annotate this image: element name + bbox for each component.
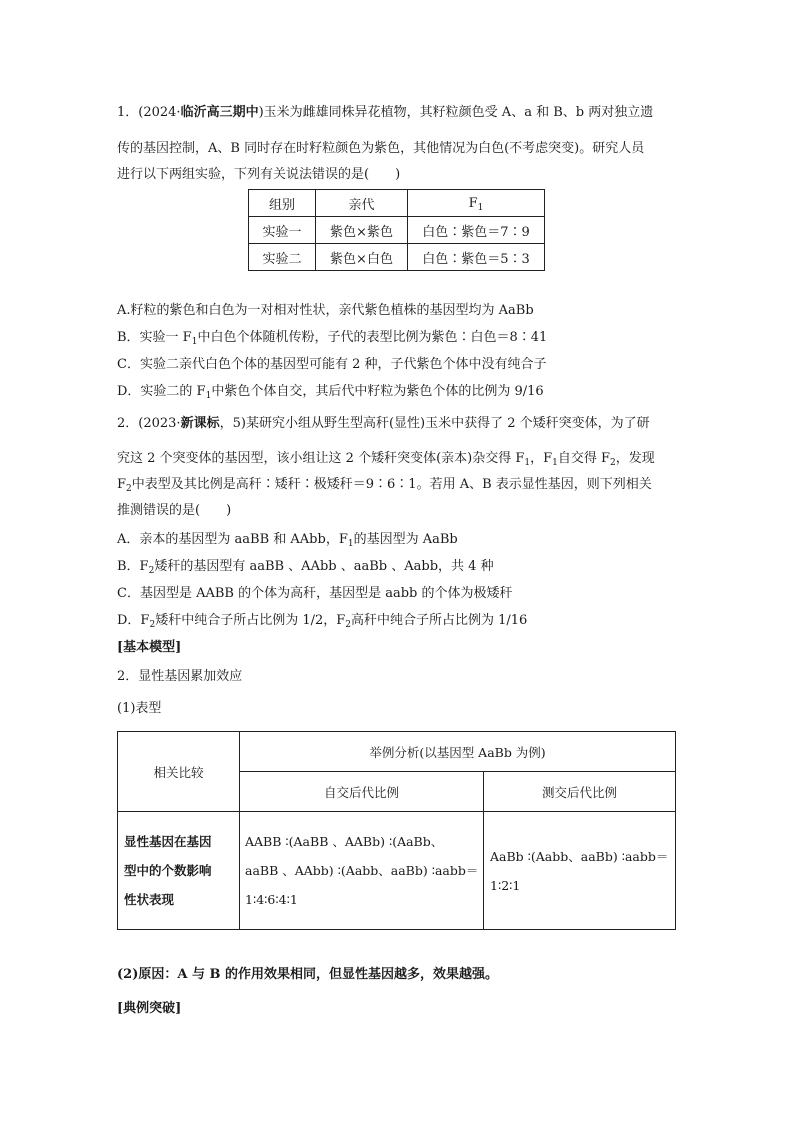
table-header-row (249, 190, 545, 217)
q2-option-d: D．$F_2$矮秆中纯合子所占比例为 1/2，$F_2$高秆中纯合子所占比例为 1/16 (117, 613, 528, 630)
question-number: 2． (117, 416, 139, 431)
table-row: 实验二 紫色×白色 白色∶紫色＝5∶3 (249, 244, 545, 271)
q1-experiment-table (248, 189, 545, 271)
self-cross-ratio: AABB ∶(AaBB 、AABb) ∶(AaBb、 aaBB 、AAbb) ∶(Aabb、aaBb) ∶aabb＝ 1∶4∶6∶4∶1 (240, 812, 484, 930)
q2-option-c: C．基因型是 AABB 的个体为高秆，基因型是 aabb 的个体为极矮秆 (117, 586, 513, 601)
header-self-cross: 自交后代比例 (240, 772, 484, 812)
q1-option-b: B．实验一 $F_1$中白色个体随机传粉，子代的表型比例为紫色∶白色＝8∶41 (117, 330, 548, 347)
reason-text: (2)原因：A 与 B 的作用效果相同，但显性基因越多，效果越强。 (117, 967, 498, 982)
row-label: 显性基因在基因 型中的个数影响 性状表现 (118, 812, 240, 930)
q1-stem-line-2: 传的基因控制，A、B 同时存在时籽粒颜色为紫色，其他情况为白色(不考虑突变)。研究人员 (117, 141, 645, 156)
q1-stem-line-1: 1．(2024·临沂高三期中)玉米为雌雄同株异花植物，其籽粒颜色受 A、a 和 B、b 两对独立遗 (117, 105, 654, 120)
q2-stem-line-1: 2．(2023·新课标，5)某研究小组从野生型高秆(显性)玉米中获得了 2 个矮秆突变体，为了研 (117, 416, 650, 431)
question-number: 1． (117, 105, 139, 120)
header-parents: 亲代 (316, 190, 408, 217)
test-cross-ratio: AaBb ∶(Aabb、aaBb) ∶aabb＝ 1∶2∶1 (484, 812, 676, 930)
header-group: 组别 (249, 190, 316, 217)
q2-option-a: A．亲本的基因型为 aaBB 和 AAbb，$F_1$的基因型为 AaBb (117, 532, 458, 549)
section-typical-examples: [典例突破] (117, 1001, 182, 1016)
header-f1: $F_1$ (408, 190, 545, 217)
header-test-cross: 测交后代比例 (484, 772, 676, 812)
q2-stem-line-2: 究这 2 个突变体的基因型，该小组让这 2 个矮秆突变体(亲本)杂交得 $F_1$，$F_1$自交得 $F_2$，发现 (117, 451, 655, 468)
header-example-analysis: 举例分析(以基因型 AaBb 为例) (240, 732, 676, 772)
q2-option-b: B．$F_2$矮秆的基因型有 aaBB 、AAbb 、aaBb 、Aabb，共 4 种 (117, 559, 494, 576)
table-row (118, 812, 676, 930)
question-source: 新课标 (180, 416, 220, 431)
section-basic-model: [基本模型] (117, 640, 182, 655)
subsection-phenotype-title: (1)表型 (117, 701, 162, 716)
q2-stem-line-4: 推测错误的是( ) (117, 503, 232, 518)
table-header-row (118, 732, 676, 772)
table-row: 实验一 紫色×紫色 白色∶紫色＝7∶9 (249, 217, 545, 244)
q2-stem-line-3: $F_2$中表型及其比例是高秆∶矮秆∶极矮秆＝9∶6∶1。若用 A、B 表示显性基因，则下列相关 (117, 477, 652, 494)
additive-effect-table (117, 731, 676, 930)
q1-option-c: C．实验二亲代白色个体的基因型可能有 2 种，子代紫色个体中没有纯合子 (117, 357, 547, 372)
question-source: 临沂高三期中 (180, 105, 259, 120)
q1-stem-line-3: 进行以下两组实验，下列有关说法错误的是( ) (117, 167, 401, 182)
header-comparison: 相关比较 (118, 732, 240, 812)
q1-option-a: A.籽粒的紫色和白色为一对相对性状，亲代紫色植株的基因型均为 AaBb (117, 303, 534, 318)
section-title-additive-effect: 2．显性基因累加效应 (117, 669, 243, 684)
q1-option-d: D．实验二的 $F_1$中紫色个体自交，其后代中籽粒为紫色个体的比例为 9/16 (117, 384, 544, 401)
